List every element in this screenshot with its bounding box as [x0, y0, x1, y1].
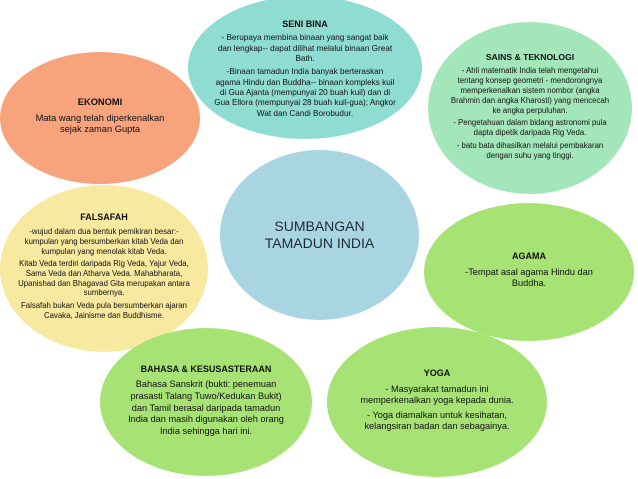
node-title: AGAMA — [512, 251, 546, 262]
node-point: -wujud dalam dua bentuk pemikiran besar:- kumpulan yang bersumberkan kitab Veda dan kumpulan yang menolak kitab Veda. — [24, 227, 184, 256]
node-yoga — [327, 327, 547, 477]
node-title: YOGA — [423, 368, 451, 379]
node-point: - Masyarakat tamadun ini memperkenalkan yoga kepada dunia. — [360, 383, 514, 406]
node-point: - Ahli matematik India telah mengetahui tentang konsep geometri - mendorongnya memperkenalkan sistem nombor (angka Brahmin dan angka Kharosti) yang mencecah ke angka perpuluhan. — [450, 66, 610, 115]
node-point: -Binaan tamadun India banyak berteraskan agama Hindu dan Buddha-- binaan kompleks kuil di Gua Ajanta (mempunyai 20 buah kuil) dan di Gua Ellora (mempunyai 28 buah kuil-gua); Angkor Wat dan Candi Borobudur. — [214, 67, 396, 118]
node-ekonomi — [0, 52, 200, 184]
center-node-sumbangan — [220, 150, 419, 320]
node-point: - batu bata dihasilkan melalui pembakaran dengan suhu yang tinggi. — [456, 140, 604, 160]
node-title: SAINS & TEKNOLOGI — [485, 51, 575, 62]
node-title: BAHASA & KESUSASTERAAN — [140, 363, 272, 374]
center-title-line1: SUMBANGAN — [274, 218, 365, 234]
node-seni-bina — [188, 0, 422, 139]
node-point: Kitab Veda terdiri daripada Rig Veda, Yajur Veda, Sama Veda dan Atharva Veda. Mahabharata, Upanishad dan Bhagavad Gita merupakan antara sumbernya. — [18, 259, 190, 298]
node-point: Falsafah bukan Veda pula bersumberkan ajaran Cavaka, Jainisme dan Buddhisme. — [20, 301, 187, 320]
node-text: -Tempat asal agama Hindu dan Buddha. — [465, 266, 593, 289]
node-falsafah — [0, 185, 208, 352]
node-title: FALSAFAH — [80, 212, 128, 223]
node-point: - Berupaya membina binaan yang sangat baik dan lengkap-- dapat dilihat melalui binaan Great Bath. — [217, 33, 393, 64]
node-point: - Yoga diamalkan untuk kesihatan, kelangsiran badan dan sebagainya. — [364, 409, 510, 432]
node-title: SENI BINA — [282, 19, 328, 30]
center-title-line2: TAMADUN INDIA — [264, 235, 375, 251]
node-text: Bahasa Sanskrit (bukti: penemuan prasasti Talang Tuwo/Kedukan Bukit) dan Tamil berasal daripada tamadun India dan masih digunakan oleh orang India sehingga hari ini. — [128, 379, 284, 436]
node-agama — [424, 203, 634, 341]
node-bahasa-kesusasteraan — [100, 328, 312, 476]
node-point: - Pengetahuan dalam bidang astronomi pula dapta dipetik daripada Rig Veda. — [453, 118, 607, 138]
node-text: Mata wang telah diperkenalkan sejak zaman Gupta — [35, 112, 165, 135]
node-sains-teknologi — [428, 22, 632, 194]
node-title: EKONOMI — [77, 96, 123, 107]
